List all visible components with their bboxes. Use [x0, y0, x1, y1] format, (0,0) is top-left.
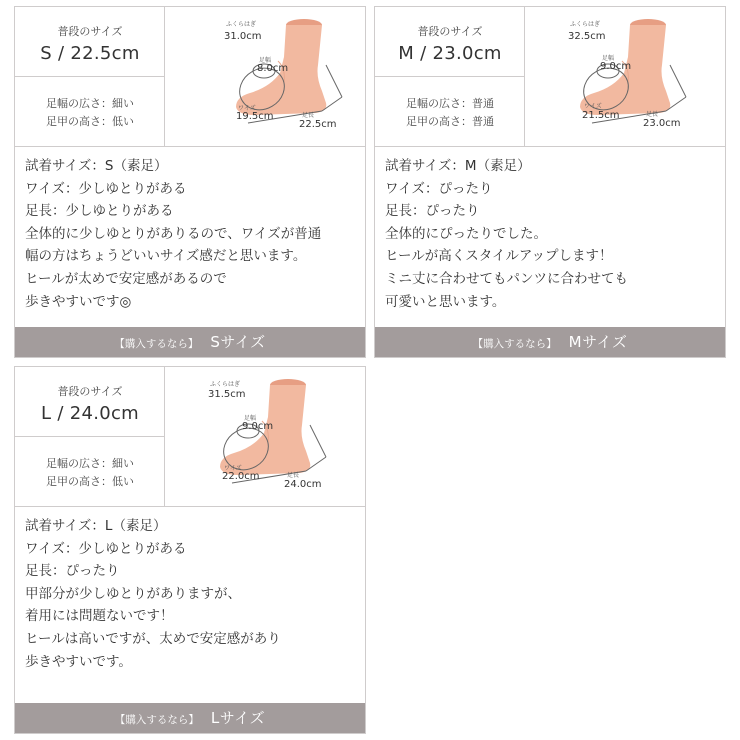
instep-height: 足甲の高さ：低い [46, 475, 134, 488]
usual-size-box [15, 367, 165, 437]
usual-size-box [15, 7, 165, 77]
wise-label: ワイズ [584, 103, 602, 110]
comment-line: 全体的にぴったりでした。 [385, 225, 547, 242]
foot-measure-diagram [166, 367, 365, 506]
ankle-label: 足幅 [259, 57, 272, 64]
comment-line: 足長：少しゆとりがある [25, 203, 174, 220]
ankle-label: 足幅 [244, 415, 257, 422]
length-label: 足長 [302, 112, 315, 119]
foot-measure-diagram [526, 7, 725, 146]
wise-value: 19.5cm [236, 111, 274, 122]
comment-line: 試着サイズ：M（素足） [385, 158, 531, 174]
recommend-prefix: 【購入するなら】 [114, 338, 199, 350]
instep-height: 足甲の高さ：普通 [406, 115, 494, 128]
length-value: 23.0cm [643, 118, 681, 129]
recommend-size: Mサイズ [568, 333, 628, 351]
usual-size-value: L / 24.0cm [40, 403, 140, 424]
comment-line: ワイズ：少しゆとりがある [25, 180, 187, 197]
foot-width: 足幅の広さ：細い [46, 97, 134, 110]
ankle-value: 9.0cm [600, 61, 632, 72]
comment-line: ヒールが高くスタイルアップします！ [385, 248, 613, 265]
recommended-size-bar[interactable] [15, 703, 365, 733]
recommended-size-bar[interactable] [375, 327, 725, 357]
comment-line: ヒールが太めで安定感があるので [25, 270, 227, 287]
wise-value: 22.0cm [222, 471, 260, 482]
comment-line: 全体的に少しゆとりがありるので、ワイズが普通 [25, 225, 322, 242]
fitting-comment [25, 155, 359, 313]
ankle-value: 8.0cm [257, 63, 289, 74]
foot-width: 足幅の広さ：普通 [406, 97, 494, 110]
comment-line: 歩きやすいです◎ [25, 293, 132, 310]
comment-line: ワイズ：ぴったり [385, 180, 493, 197]
ankle-value: 9.0cm [242, 421, 274, 432]
comment-line: 足長：ぴったり [25, 563, 120, 580]
comment-line: 試着サイズ：L（素足） [25, 518, 167, 534]
comment-line: ヒールは高いですが、太めで安定感があり [25, 630, 281, 647]
length-value: 22.5cm [299, 119, 337, 130]
wise-value: 21.5cm [582, 110, 620, 121]
user-info-column [375, 7, 525, 146]
calf-label: ふくらはぎ [226, 21, 257, 28]
usual-size-box [375, 7, 525, 77]
comment-line: ミニ丈に合わせてもパンツに合わせても [385, 270, 628, 287]
ankle-label: 足幅 [602, 55, 615, 62]
foot-shape-box [15, 438, 165, 506]
length-label: 足長 [287, 472, 300, 479]
length-label: 足長 [646, 111, 659, 118]
foot-shape-box [375, 78, 525, 146]
usual-size-label: 普段のサイズ [57, 25, 123, 38]
length-value: 24.0cm [284, 479, 322, 490]
size-review-card-s [14, 6, 366, 358]
user-info-column [15, 7, 165, 146]
fitting-comment [25, 515, 359, 673]
comment-line: 試着サイズ：S（素足） [25, 158, 168, 174]
usual-size-label: 普段のサイズ [417, 25, 483, 38]
calf-label: ふくらはぎ [570, 21, 601, 28]
comment-line: 可愛いと思います。 [385, 293, 506, 310]
fitting-comment [385, 155, 719, 313]
foot-measure-diagram [166, 7, 365, 146]
card-header [375, 7, 725, 147]
user-info-column [15, 367, 165, 506]
comment-line: 幅の方はちょうどいいサイズ感だと思います。 [25, 248, 307, 265]
recommended-size-bar[interactable] [15, 327, 365, 357]
recommend-size: Sサイズ [210, 333, 266, 351]
usual-size-label: 普段のサイズ [57, 385, 123, 398]
calf-label: ふくらはぎ [210, 381, 241, 388]
wise-label: ワイズ [224, 465, 242, 472]
wise-label: ワイズ [238, 105, 256, 112]
foot-illustration [166, 367, 365, 506]
usual-size-value: S / 22.5cm [40, 43, 140, 64]
calf-value: 31.5cm [208, 389, 246, 400]
comment-line: 足長：ぴったり [385, 203, 480, 220]
comment-line: ワイズ：少しゆとりがある [25, 540, 187, 557]
size-review-card-l [14, 366, 366, 734]
foot-width: 足幅の広さ：細い [46, 457, 134, 470]
card-header [15, 7, 365, 147]
instep-height: 足甲の高さ：低い [46, 115, 134, 128]
comment-line: 着用には問題ないです！ [25, 608, 174, 625]
foot-shape-box [15, 78, 165, 146]
size-review-card-m [374, 6, 726, 358]
recommend-prefix: 【購入するなら】 [114, 714, 199, 726]
foot-illustration [526, 7, 725, 146]
comment-line: 歩きやすいです。 [25, 653, 132, 670]
card-header [15, 367, 365, 507]
usual-size-value: M / 23.0cm [398, 43, 502, 64]
recommend-size: Lサイズ [210, 709, 266, 727]
recommend-prefix: 【購入するなら】 [472, 338, 557, 350]
comment-line: 甲部分が少しゆとりがありますが、 [25, 585, 241, 602]
calf-value: 32.5cm [568, 31, 606, 42]
calf-value: 31.0cm [224, 31, 262, 42]
